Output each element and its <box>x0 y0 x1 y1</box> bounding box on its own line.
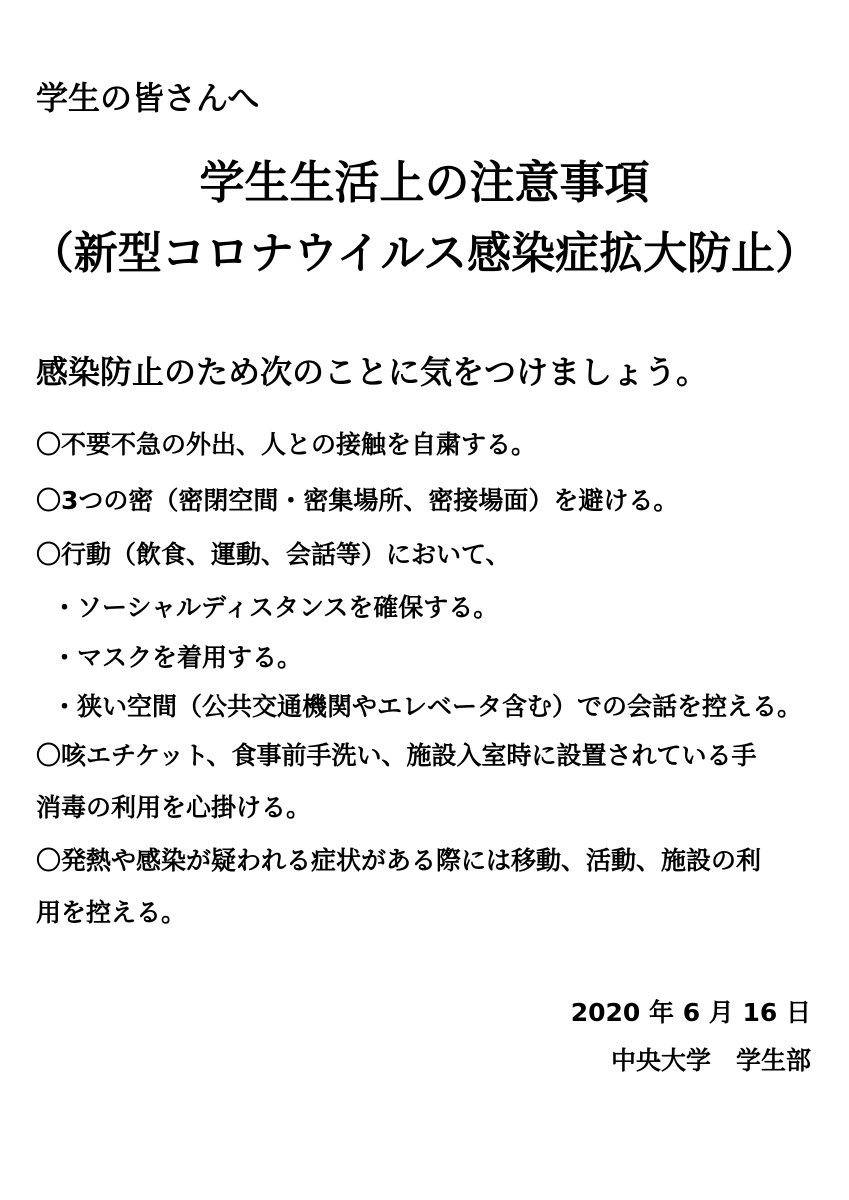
list-item-continuation: 用を控える。 <box>36 898 187 927</box>
page-subtitle: （新型コロナウイルス感染症拡大防止） <box>29 228 820 279</box>
page-title: 学生生活上の注意事項 <box>199 156 650 209</box>
lead-text: 感染防止のため次のことに気をつけましょう。 <box>36 353 709 391</box>
list-subitem: ・ソーシャルディスタンスを確保する。 <box>52 593 499 622</box>
salutation: 学生の皆さんへ <box>36 79 260 117</box>
list-item: 〇不要不急の外出、人との接触を自粛する。 <box>36 430 537 459</box>
list-item: 〇発熱や感染が疑われる症状がある際には移動、活動、施設の利 <box>36 846 762 875</box>
list-subitem: ・狭い空間（公共交通機関やエレベータ含む）での会話を控える。 <box>52 692 803 721</box>
issuer: 中央大学 学生部 <box>610 1046 811 1075</box>
issue-date: 2020 年 6 月 16 日 <box>570 998 811 1027</box>
list-item: 〇咳エチケット、食事前手洗い、施設入室時に設置されている手 <box>36 741 757 770</box>
list-item-continuation: 消毒の利用を心掛ける。 <box>36 793 312 822</box>
list-item: 〇行動（飲食、運動、会話等）において、 <box>36 540 511 569</box>
list-item: 〇3つの密（密閉空間・密集場所、密接場面）を避ける。 <box>36 486 679 515</box>
list-subitem: ・マスクを着用する。 <box>52 643 303 672</box>
